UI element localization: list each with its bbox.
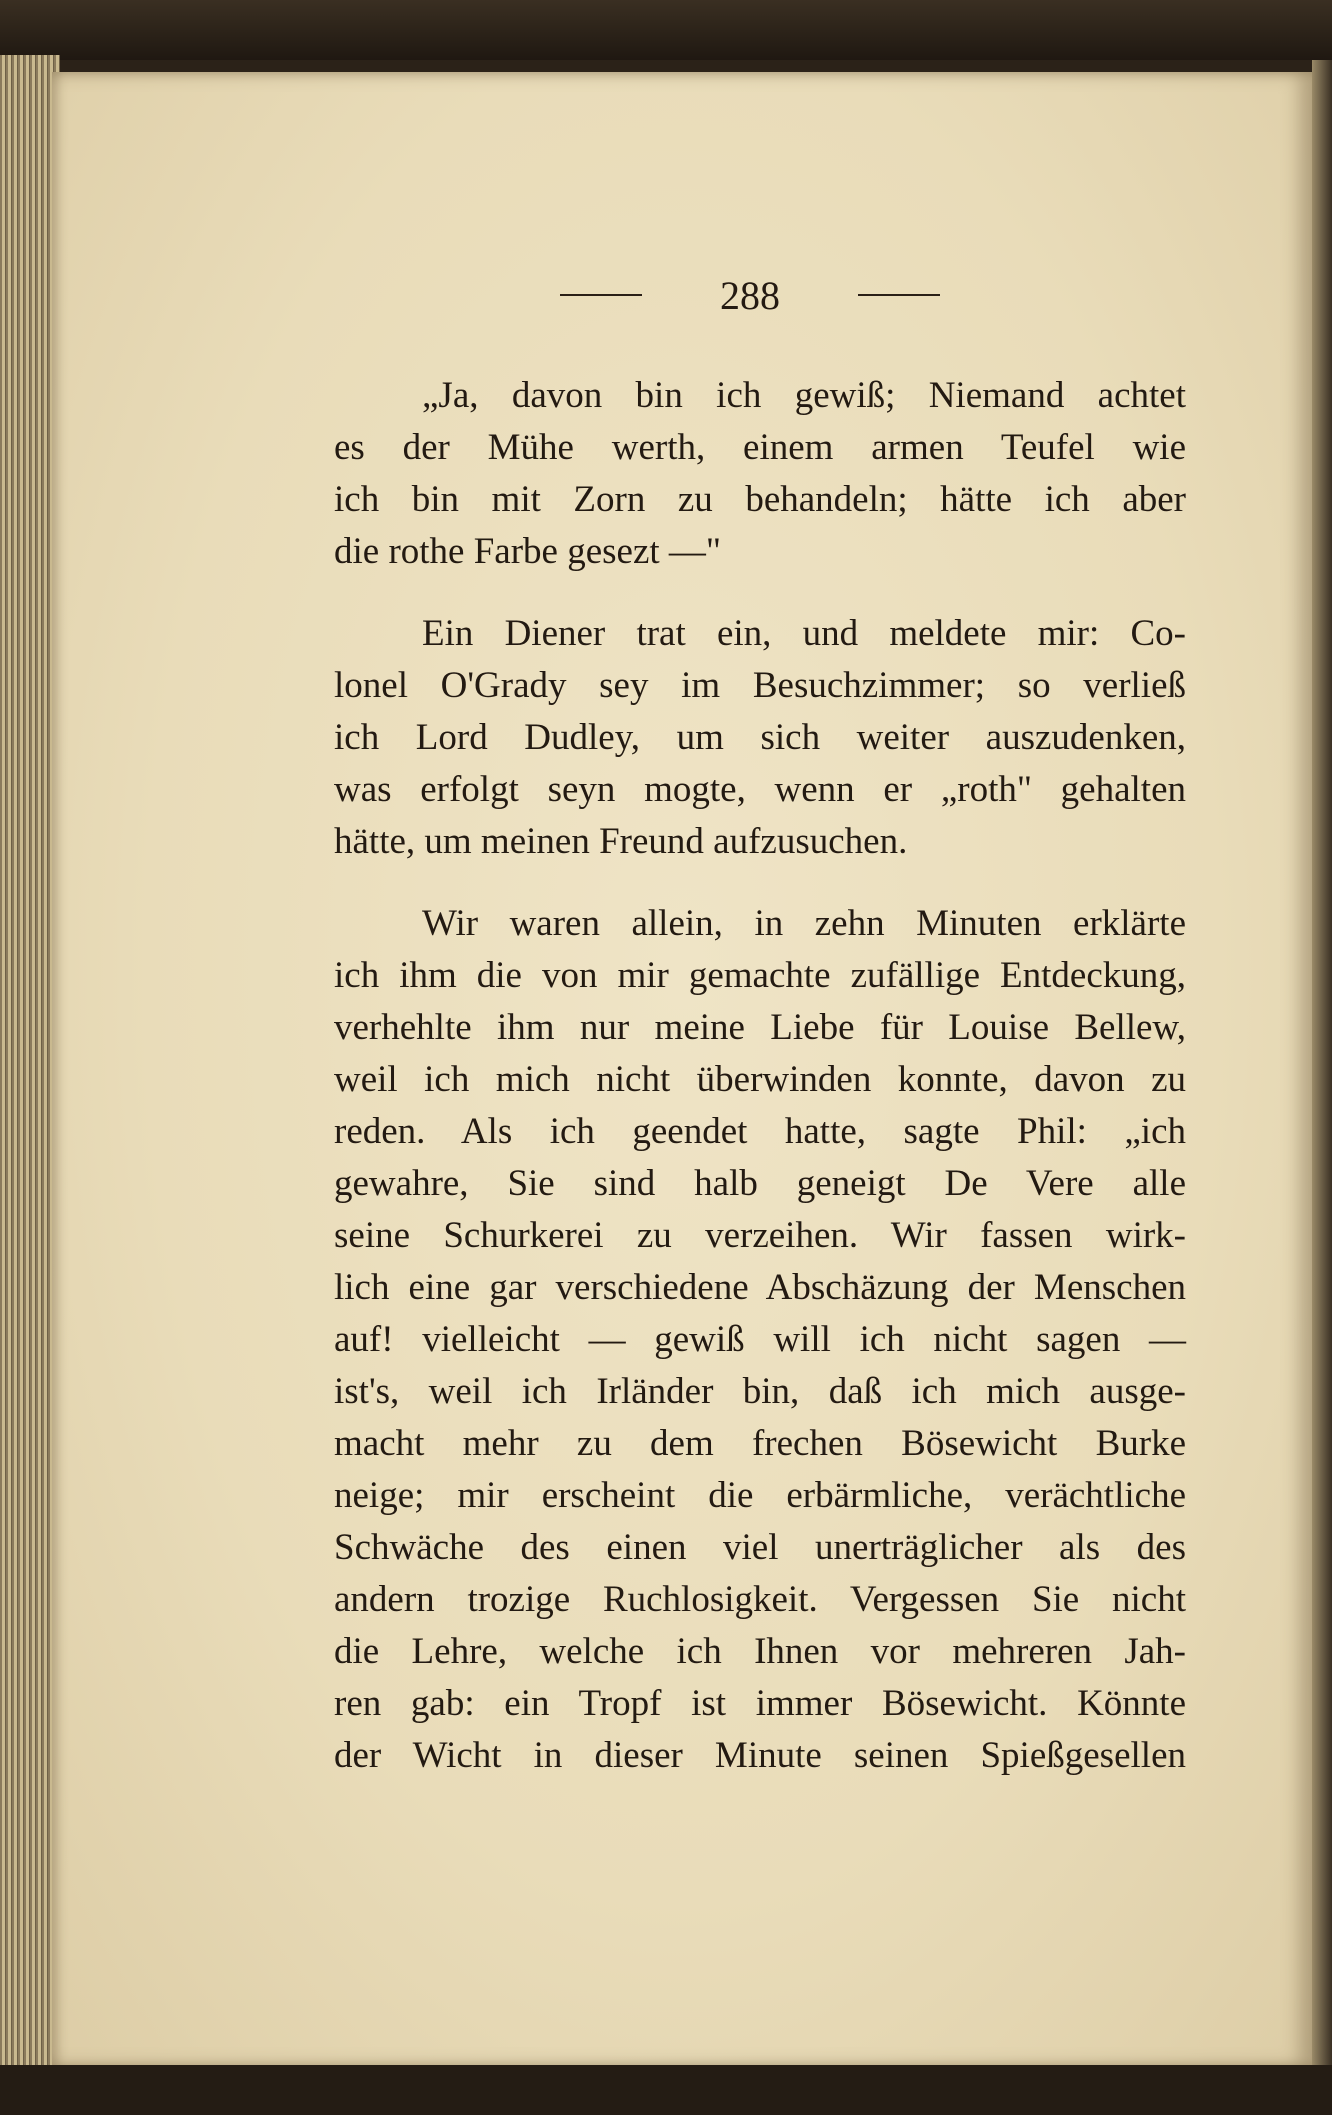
text-line: ist's, weil ich Irländer bin, daß ich mich ausge-: [334, 1371, 1186, 1412]
page-number: 288: [720, 272, 780, 318]
text-line: lich eine gar verschiedene Abschäzung der Menschen: [334, 1267, 1186, 1308]
text-line: weil ich mich nicht überwinden konnte, davon zu: [334, 1059, 1186, 1100]
text-line: neige; mir erscheint die erbärmliche, verächtliche: [334, 1475, 1186, 1516]
text-line: Wir waren allein, in zehn Minuten erklärte: [422, 903, 1186, 944]
page-header: [560, 270, 940, 320]
text-line: die rothe Farbe gesezt —": [334, 531, 722, 572]
text-line: seine Schurkerei zu verzeihen. Wir fassen wirk-: [334, 1215, 1186, 1256]
text-line: ren gab: ein Tropf ist immer Bösewicht. Könnte: [334, 1683, 1186, 1724]
text-line: ich ihm die von mir gemachte zufällige Entdeckung,: [334, 955, 1186, 996]
paragraph: [334, 370, 1186, 578]
paragraph: [334, 898, 1186, 1782]
text-line: hätte, um meinen Freund aufzusuchen.: [334, 821, 908, 862]
text-line: was erfolgt seyn mogte, wenn er „roth" gehalten: [334, 769, 1186, 810]
text-line: reden. Als ich geendet hatte, sagte Phil: „ich: [334, 1111, 1186, 1152]
text-line: ich bin mit Zorn zu behandeln; hätte ich aber: [334, 479, 1186, 520]
book-top-edge: [0, 0, 1332, 60]
text-line: es der Mühe werth, einem armen Teufel wie: [334, 427, 1186, 468]
header-dash-right: [858, 294, 940, 296]
paragraph: [334, 608, 1186, 868]
text-line: auf! vielleicht — gewiß will ich nicht sagen —: [334, 1319, 1186, 1360]
text-line: macht mehr zu dem frechen Bösewicht Burke: [334, 1423, 1186, 1464]
text-line: andern trozige Ruchlosigkeit. Vergessen Sie nicht: [334, 1579, 1186, 1620]
page-stack-edge: [0, 55, 60, 2075]
text-line: der Wicht in dieser Minute seinen Spießgesellen: [334, 1735, 1186, 1776]
text-line: „Ja, davon bin ich gewiß; Niemand achtet: [422, 375, 1186, 416]
text-line: Schwäche des einen viel unerträglicher als des: [334, 1527, 1186, 1568]
text-line: ich Lord Dudley, um sich weiter auszudenken,: [334, 717, 1186, 758]
text-line: verhehlte ihm nur meine Liebe für Louise Bellew,: [334, 1007, 1186, 1048]
text-line: gewahre, Sie sind halb geneigt De Vere alle: [334, 1163, 1186, 1204]
book-bottom-edge: [0, 2065, 1332, 2115]
header-dash-left: [560, 294, 642, 296]
text-line: lonel O'Grady sey im Besuchzimmer; so verließ: [334, 665, 1186, 706]
text-line: Ein Diener trat ein, und meldete mir: Co-: [422, 613, 1186, 654]
body-text: [334, 370, 1186, 1812]
text-line: die Lehre, welche ich Ihnen vor mehreren Jah-: [334, 1631, 1186, 1672]
book-right-edge: [1312, 60, 1332, 2080]
